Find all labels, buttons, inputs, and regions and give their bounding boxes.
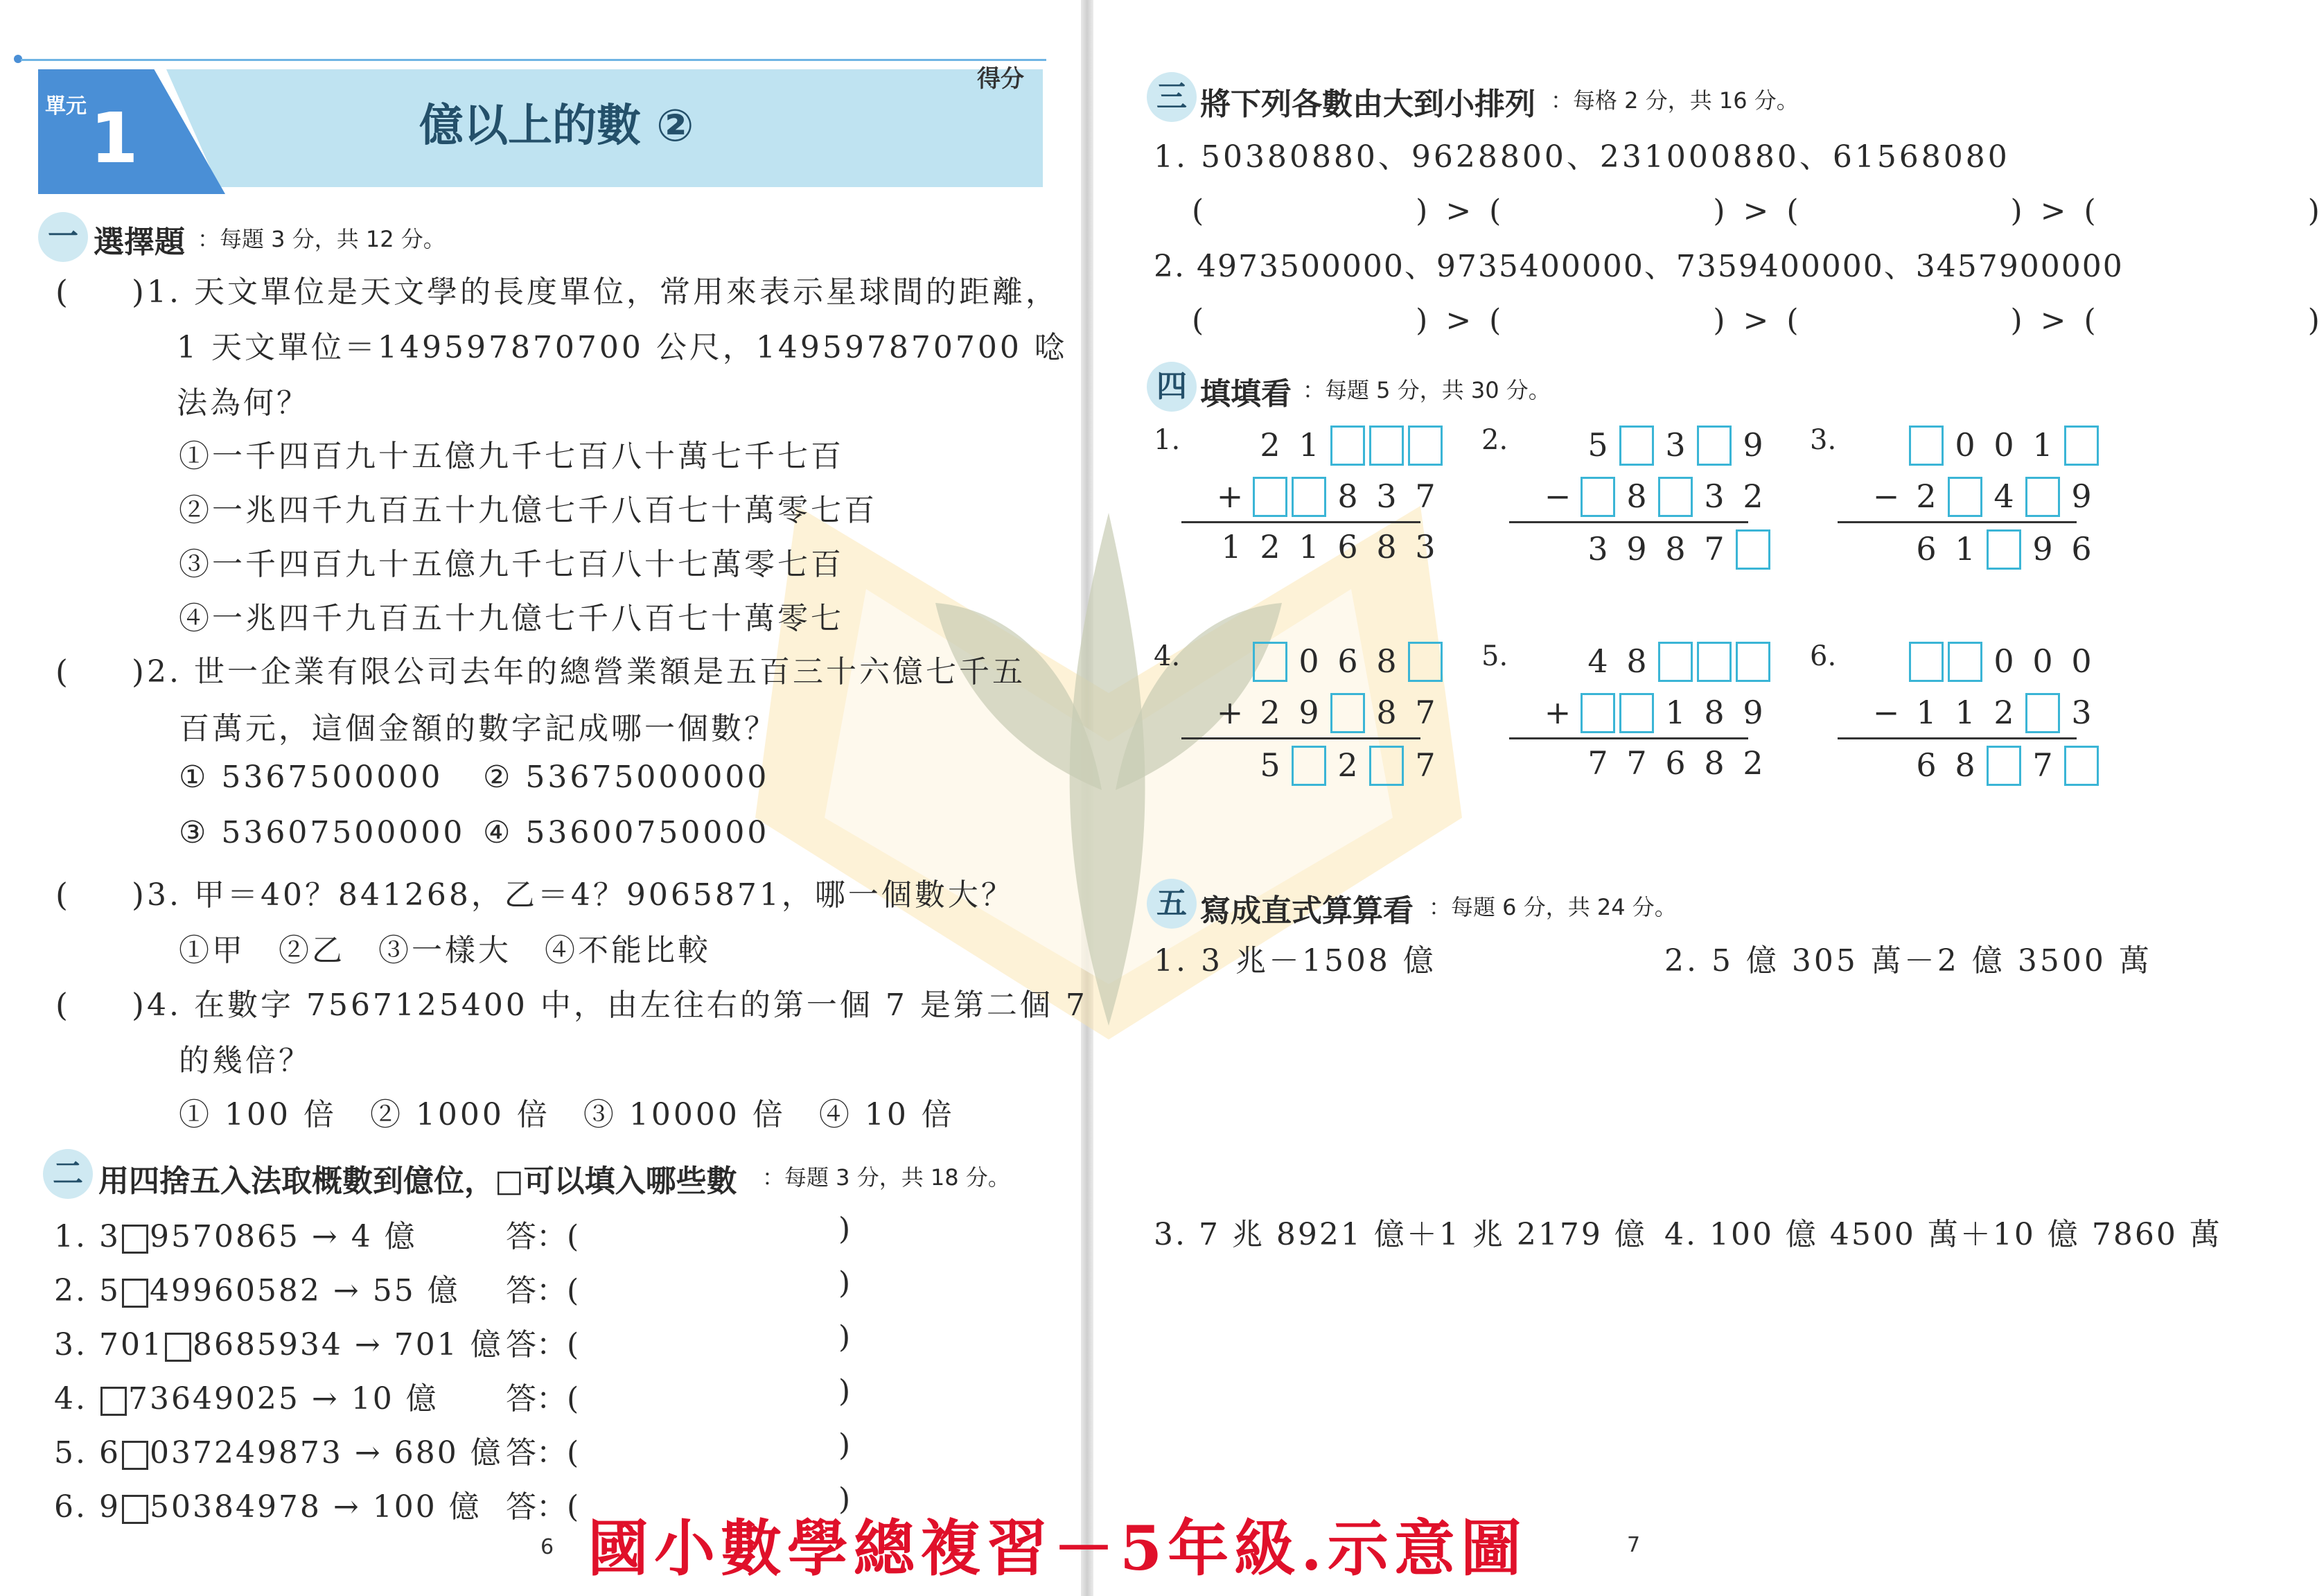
section2-title: 用四捨五入法取概數到億位，□可以填入哪些數 (98, 1164, 737, 1199)
sec2-item-4 (54, 1374, 439, 1418)
digit: 8 (1376, 528, 1397, 565)
digit: 0 (1299, 642, 1319, 680)
answer-label: 答：( (506, 1273, 579, 1308)
section1-number: 一 (38, 212, 88, 262)
digit: 2 (1743, 477, 1763, 515)
digit-answer-box[interactable] (1369, 746, 1404, 786)
q1-option3: ③一千四百九十五億九千七百八十七萬零七百 (179, 547, 844, 582)
digit: 8 (1376, 694, 1397, 731)
sec2-item-3 (54, 1319, 503, 1364)
digit-slot (1367, 424, 1406, 466)
sec2-answer-field-6[interactable] (506, 1482, 851, 1526)
section1-note: ：每題 3 分，共 12 分。 (197, 226, 446, 252)
sec2-item-suffix: 9570865 → 4 億 (149, 1219, 417, 1254)
digit-answer-box[interactable] (1909, 642, 1944, 682)
digit-answer-box[interactable] (1658, 642, 1693, 682)
digit-slot (1734, 528, 1772, 570)
digit: 3 (2071, 694, 2092, 731)
digit: 9 (1626, 530, 1647, 568)
operator-sign: + (1216, 694, 1244, 731)
q2-text-line1: 2. 世一企業有限公司去年的總營業額是五百三十六億七千五 (147, 654, 1025, 690)
digit-answer-box[interactable] (1408, 426, 1443, 466)
sum-line (1181, 737, 1420, 739)
sec4-row-res (1578, 744, 1772, 782)
digit: 7 (1415, 694, 1436, 731)
q3-options: ①甲 ②乙 ③一樣大 ④不能比較 (179, 933, 711, 968)
digit: 7 (2032, 746, 2053, 784)
q4-text-line2: 的幾倍？ (179, 1043, 312, 1078)
digit-answer-box[interactable] (1736, 642, 1770, 682)
sec4-row-mid (1865, 692, 2101, 733)
answer-close-paren: ) (838, 1265, 851, 1301)
section4-number: 四 (1147, 362, 1197, 412)
digit: 6 (1337, 528, 1358, 565)
q3-text-line1: 3. 甲＝40？841268，乙＝4？9065871，哪一個數大？ (147, 877, 1014, 913)
digit-slot (1656, 475, 1695, 517)
digit: 7 (1704, 530, 1725, 568)
sec2-item-prefix: 6. 9 (54, 1489, 121, 1525)
digit: 9 (1743, 426, 1763, 464)
sec5-question4: 4. 100 億 4500 萬＋10 億 7860 萬 (1664, 1217, 2222, 1252)
digit-placeholder-box (122, 1495, 148, 1524)
sum-line (1838, 737, 2077, 739)
digit-slot (1695, 640, 1734, 682)
section5-note: ：每題 6 分，共 24 分。 (1429, 894, 1677, 920)
digit-placeholder-box (122, 1279, 148, 1308)
digit: 0 (2071, 642, 2092, 680)
answer-label: 答：( (506, 1327, 579, 1362)
answer-label: 答：( (506, 1381, 579, 1417)
digit-answer-box[interactable] (1697, 426, 1732, 466)
digit-answer-box[interactable] (2064, 746, 2099, 786)
sec2-answer-field-2[interactable] (506, 1265, 851, 1310)
sec4-row-top (1578, 424, 1772, 466)
digit-slot (1367, 744, 1406, 786)
digit-answer-box[interactable] (1619, 693, 1654, 733)
sec4-row-res (1212, 528, 1445, 565)
digit-answer-box[interactable] (1292, 746, 1326, 786)
digit: 1 (2032, 426, 2053, 464)
digit: 8 (1704, 694, 1725, 731)
q1-option1: ①一千四百九十五億九千七百八十萬七千七百 (179, 439, 844, 474)
operator-sign: − (1872, 694, 1900, 731)
sec4-row-res (1907, 528, 2101, 570)
sec4-problem-label: 5. (1481, 640, 1508, 672)
digit: 2 (1260, 426, 1280, 464)
digit-answer-box[interactable] (1987, 529, 2021, 570)
digit-answer-box[interactable] (1736, 529, 1770, 570)
digit-placeholder-box (165, 1333, 191, 1362)
digit: 1 (1955, 530, 1975, 568)
q1-option2: ②一兆四千九百五十九億七千八百七十萬零七百 (179, 493, 877, 528)
sec2-answer-field-5[interactable] (506, 1428, 851, 1472)
digit: 4 (1587, 642, 1608, 680)
digit: 4 (1993, 477, 2014, 515)
sec2-item-2 (54, 1265, 460, 1310)
sec2-answer-field-3[interactable] (506, 1319, 851, 1364)
digit: 9 (1743, 694, 1763, 731)
digit-slot (1907, 640, 1946, 682)
q1-text-line1: 1. 天文單位是天文學的長度單位，常用來表示星球間的距離， (147, 274, 1059, 310)
section5-number: 五 (1147, 879, 1197, 929)
q4-options: ① 100 倍 ② 1000 倍 ③ 10000 倍 ④ 10 倍 (179, 1097, 955, 1132)
sec2-item-suffix: 50384978 → 100 億 (149, 1489, 482, 1525)
section5-title: 寫成直式算算看 (1200, 893, 1414, 929)
answer-close-paren: ) (838, 1428, 851, 1463)
section3-note: ：每格 2 分，共 16 分。 (1551, 87, 1799, 114)
operator-sign: − (1544, 477, 1572, 515)
sec2-item-suffix: 8685934 → 701 億 (192, 1327, 503, 1362)
digit: 0 (2032, 642, 2053, 680)
digit: 3 (1587, 530, 1608, 568)
digit-slot (1734, 640, 1772, 682)
digit: 3 (1665, 426, 1686, 464)
q4-text-line1: 4. 在數字 7567125400 中，由左往右的第一個 7 是第二個 7 (147, 988, 1088, 1023)
digit: 2 (1993, 694, 2014, 731)
digit: 7 (1587, 744, 1608, 782)
q2-text-line2: 百萬元，這個金額的數字記成哪一個數？ (179, 711, 777, 746)
digit: 1 (1299, 426, 1319, 464)
digit-answer-box[interactable] (2025, 477, 2060, 517)
sum-line (1838, 521, 2077, 523)
digit-answer-box[interactable] (1948, 642, 1982, 682)
digit-placeholder-box (100, 1387, 127, 1416)
section2-note: ：每題 3 分，共 18 分。 (762, 1164, 1010, 1191)
sec2-item-suffix: 49960582 → 55 億 (149, 1273, 460, 1308)
digit-slot (2062, 744, 2101, 786)
answer-close-paren: ) (838, 1211, 851, 1247)
digit: 0 (1993, 426, 2014, 464)
sec3-q1-blanks[interactable]: ( ) > ( ) > ( ) > ( ) (1192, 193, 2324, 229)
digit-answer-box[interactable] (1658, 477, 1693, 517)
answer-close-paren: ) (838, 1482, 851, 1517)
sec2-item-prefix: 2. 5 (54, 1273, 121, 1308)
digit: 8 (1626, 642, 1647, 680)
sec4-row-top (1907, 640, 2101, 682)
digit: 8 (1665, 530, 1686, 568)
sec5-question3: 3. 7 兆 8921 億＋1 兆 2179 億 (1154, 1217, 1647, 1252)
q2-option2: ② 53675000000 (483, 760, 770, 795)
digit: 9 (2032, 530, 2053, 568)
unit-label: 單元 (45, 94, 87, 119)
digit-slot (1695, 424, 1734, 466)
digit-answer-box[interactable] (2025, 693, 2060, 733)
digit-slot (1656, 640, 1695, 682)
q2-option4: ④ 53600750000 (483, 815, 770, 850)
digit: 2 (1337, 746, 1358, 784)
section4-title: 填填看 (1200, 376, 1292, 412)
page-number-left: 6 (540, 1535, 554, 1559)
sec2-item-5 (54, 1428, 503, 1472)
sec4-row-top (1251, 640, 1445, 682)
section3-number: 三 (1147, 72, 1197, 122)
answer-label: 答：( (506, 1219, 579, 1254)
digit: 7 (1415, 746, 1436, 784)
sec2-item-prefix: 1. 3 (54, 1219, 121, 1254)
sec3-question1: 1. 50380880、9628800、231000880、61568080 (1154, 139, 2010, 175)
sec4-problem-label: 3. (1810, 424, 1837, 456)
digit: 2 (1743, 744, 1763, 782)
q3-answer-blank[interactable]: ( ) (55, 876, 144, 913)
digit-slot (1578, 475, 1617, 517)
page-number-right: 7 (1627, 1533, 1641, 1557)
digit: 6 (1916, 746, 1937, 784)
digit: 3 (1415, 528, 1436, 565)
digit-answer-box[interactable] (1909, 426, 1944, 466)
sec4-row-mid (1537, 475, 1772, 517)
sum-line (1181, 521, 1420, 523)
digit: 6 (1665, 744, 1686, 782)
digit: 0 (1993, 642, 2014, 680)
digit-slot (1251, 640, 1289, 682)
digit-slot (1617, 424, 1656, 466)
page-title: 億以上的數 ② (419, 100, 694, 152)
digit-slot (2023, 475, 2062, 517)
digit: 8 (1376, 642, 1397, 680)
digit: 9 (1299, 694, 1319, 731)
q2-option3: ③ 53607500000 (179, 815, 466, 850)
digit: 1 (1299, 528, 1319, 565)
operator-sign: + (1216, 477, 1244, 515)
digit-answer-box[interactable] (1369, 426, 1404, 466)
digit-slot (2062, 424, 2101, 466)
digit-slot (1946, 475, 1984, 517)
digit-answer-box[interactable] (1253, 477, 1287, 517)
q4-answer-blank[interactable]: ( ) (55, 986, 144, 1024)
sec4-row-mid (1209, 692, 1445, 733)
digit-answer-box[interactable] (1619, 426, 1654, 466)
digit-answer-box[interactable] (1253, 642, 1287, 682)
digit-answer-box[interactable] (1987, 746, 2021, 786)
sec4-problem-label: 2. (1481, 424, 1508, 456)
digit-slot (1406, 424, 1445, 466)
digit-slot (1251, 475, 1289, 517)
digit: 8 (1955, 746, 1975, 784)
digit: 6 (1916, 530, 1937, 568)
answer-label: 答：( (506, 1489, 579, 1525)
sec4-row-res (1251, 744, 1445, 786)
digit-slot (1328, 424, 1367, 466)
answer-close-paren: ) (838, 1374, 851, 1409)
digit: 2 (1260, 694, 1280, 731)
digit: 6 (2071, 530, 2092, 568)
digit-slot (1946, 640, 1984, 682)
sec3-q2-blanks[interactable]: ( ) > ( ) > ( ) > ( ) (1192, 303, 2324, 338)
operator-sign: − (1872, 477, 1900, 515)
digit-slot (1289, 744, 1328, 786)
sec4-row-top (1251, 424, 1445, 466)
watermark-caption: 國小數學總複習－5年級.示意圖 (588, 1512, 1527, 1584)
sec4-problem-label: 6. (1810, 640, 1837, 672)
sec4-row-mid (1865, 475, 2101, 517)
sec2-item-suffix: 73649025 → 10 億 (127, 1381, 439, 1417)
digit: 5 (1260, 746, 1280, 784)
digit-slot (1617, 692, 1656, 733)
sec3-question2: 2. 4973500000、9735400000、7359400000、3457900000 (1154, 249, 2124, 284)
digit-slot (1907, 424, 1946, 466)
digit-slot (1578, 692, 1617, 733)
q1-option4: ④一兆四千九百五十九億七千八百七十萬零七 (179, 601, 844, 636)
q1-text-line2: 1 天文單位＝149597870700 公尺，149597870700 唸 (177, 330, 1068, 365)
sum-line (1509, 521, 1748, 523)
sec5-question2: 2. 5 億 305 萬－2 億 3500 萬 (1664, 943, 2152, 979)
sec4-row-res (1578, 528, 1772, 570)
digit-answer-box[interactable] (1948, 477, 1982, 517)
answer-label: 答：( (506, 1435, 579, 1471)
sec2-answer-field-4[interactable] (506, 1374, 851, 1418)
sec4-row-top (1578, 640, 1772, 682)
digit: 0 (1955, 426, 1975, 464)
digit-answer-box[interactable] (1408, 642, 1443, 682)
section2-number: 二 (43, 1149, 93, 1199)
q2-option1: ① 5367500000 (179, 760, 443, 795)
digit: 6 (1337, 642, 1358, 680)
section3-title: 將下列各數由大到小排列 (1200, 87, 1535, 122)
digit: 9 (2071, 477, 2092, 515)
q1-text-line3: 法為何？ (177, 385, 310, 421)
digit-slot (2023, 692, 2062, 733)
sum-line (1509, 737, 1748, 739)
digit: 8 (1626, 477, 1647, 515)
sec2-item-1 (54, 1211, 417, 1256)
digit-slot (1406, 640, 1445, 682)
sec2-item-prefix: 5. 6 (54, 1435, 121, 1471)
digit-slot (1289, 475, 1328, 517)
sec4-row-mid (1537, 692, 1772, 733)
sec4-row-top (1907, 424, 2101, 466)
sec2-answer-field-1[interactable] (506, 1211, 851, 1256)
digit-answer-box[interactable] (1330, 426, 1365, 466)
digit: 1 (1916, 694, 1937, 731)
digit: 2 (1916, 477, 1937, 515)
digit-answer-box[interactable] (2064, 426, 2099, 466)
sec4-problem-label: 4. (1154, 640, 1181, 672)
digit-slot (1984, 744, 2023, 786)
unit-number: 1 (90, 98, 139, 179)
digit-slot (1984, 528, 2023, 570)
digit: 5 (1587, 426, 1608, 464)
digit: 3 (1704, 477, 1725, 515)
digit: 8 (1337, 477, 1358, 515)
sec4-row-mid (1209, 475, 1445, 517)
score-label: 得分 (977, 65, 1024, 93)
q1-answer-blank[interactable]: ( ) (55, 273, 144, 310)
digit: 7 (1626, 744, 1647, 782)
digit-answer-box[interactable] (1697, 642, 1732, 682)
digit: 1 (1955, 694, 1975, 731)
digit-answer-box[interactable] (1581, 477, 1615, 517)
digit-placeholder-box (122, 1441, 148, 1470)
answer-close-paren: ) (838, 1319, 851, 1355)
section1-title: 選擇題 (94, 225, 185, 260)
digit: 7 (1415, 477, 1436, 515)
digit: 8 (1704, 744, 1725, 782)
digit: 3 (1376, 477, 1397, 515)
digit-slot (1328, 692, 1367, 733)
sec2-item-prefix: 3. 701 (54, 1327, 164, 1362)
digit-answer-box[interactable] (1581, 693, 1615, 733)
q2-answer-blank[interactable]: ( ) (55, 653, 144, 690)
sec2-item-6 (54, 1482, 482, 1526)
sec2-item-prefix: 4. (54, 1381, 99, 1417)
sec2-item-suffix: 037249873 → 680 億 (149, 1435, 503, 1471)
sec5-question1: 1. 3 兆－1508 億 (1154, 943, 1436, 979)
digit-placeholder-box (122, 1225, 148, 1254)
section4-note: ：每題 5 分，共 30 分。 (1303, 377, 1551, 403)
digit-answer-box[interactable] (1330, 693, 1365, 733)
operator-sign: + (1544, 694, 1572, 731)
digit: 1 (1665, 694, 1686, 731)
digit: 2 (1260, 528, 1280, 565)
sec4-row-res (1907, 744, 2101, 786)
sec4-problem-label: 1. (1154, 424, 1181, 456)
digit-answer-box[interactable] (1292, 477, 1326, 517)
digit: 1 (1221, 528, 1242, 565)
